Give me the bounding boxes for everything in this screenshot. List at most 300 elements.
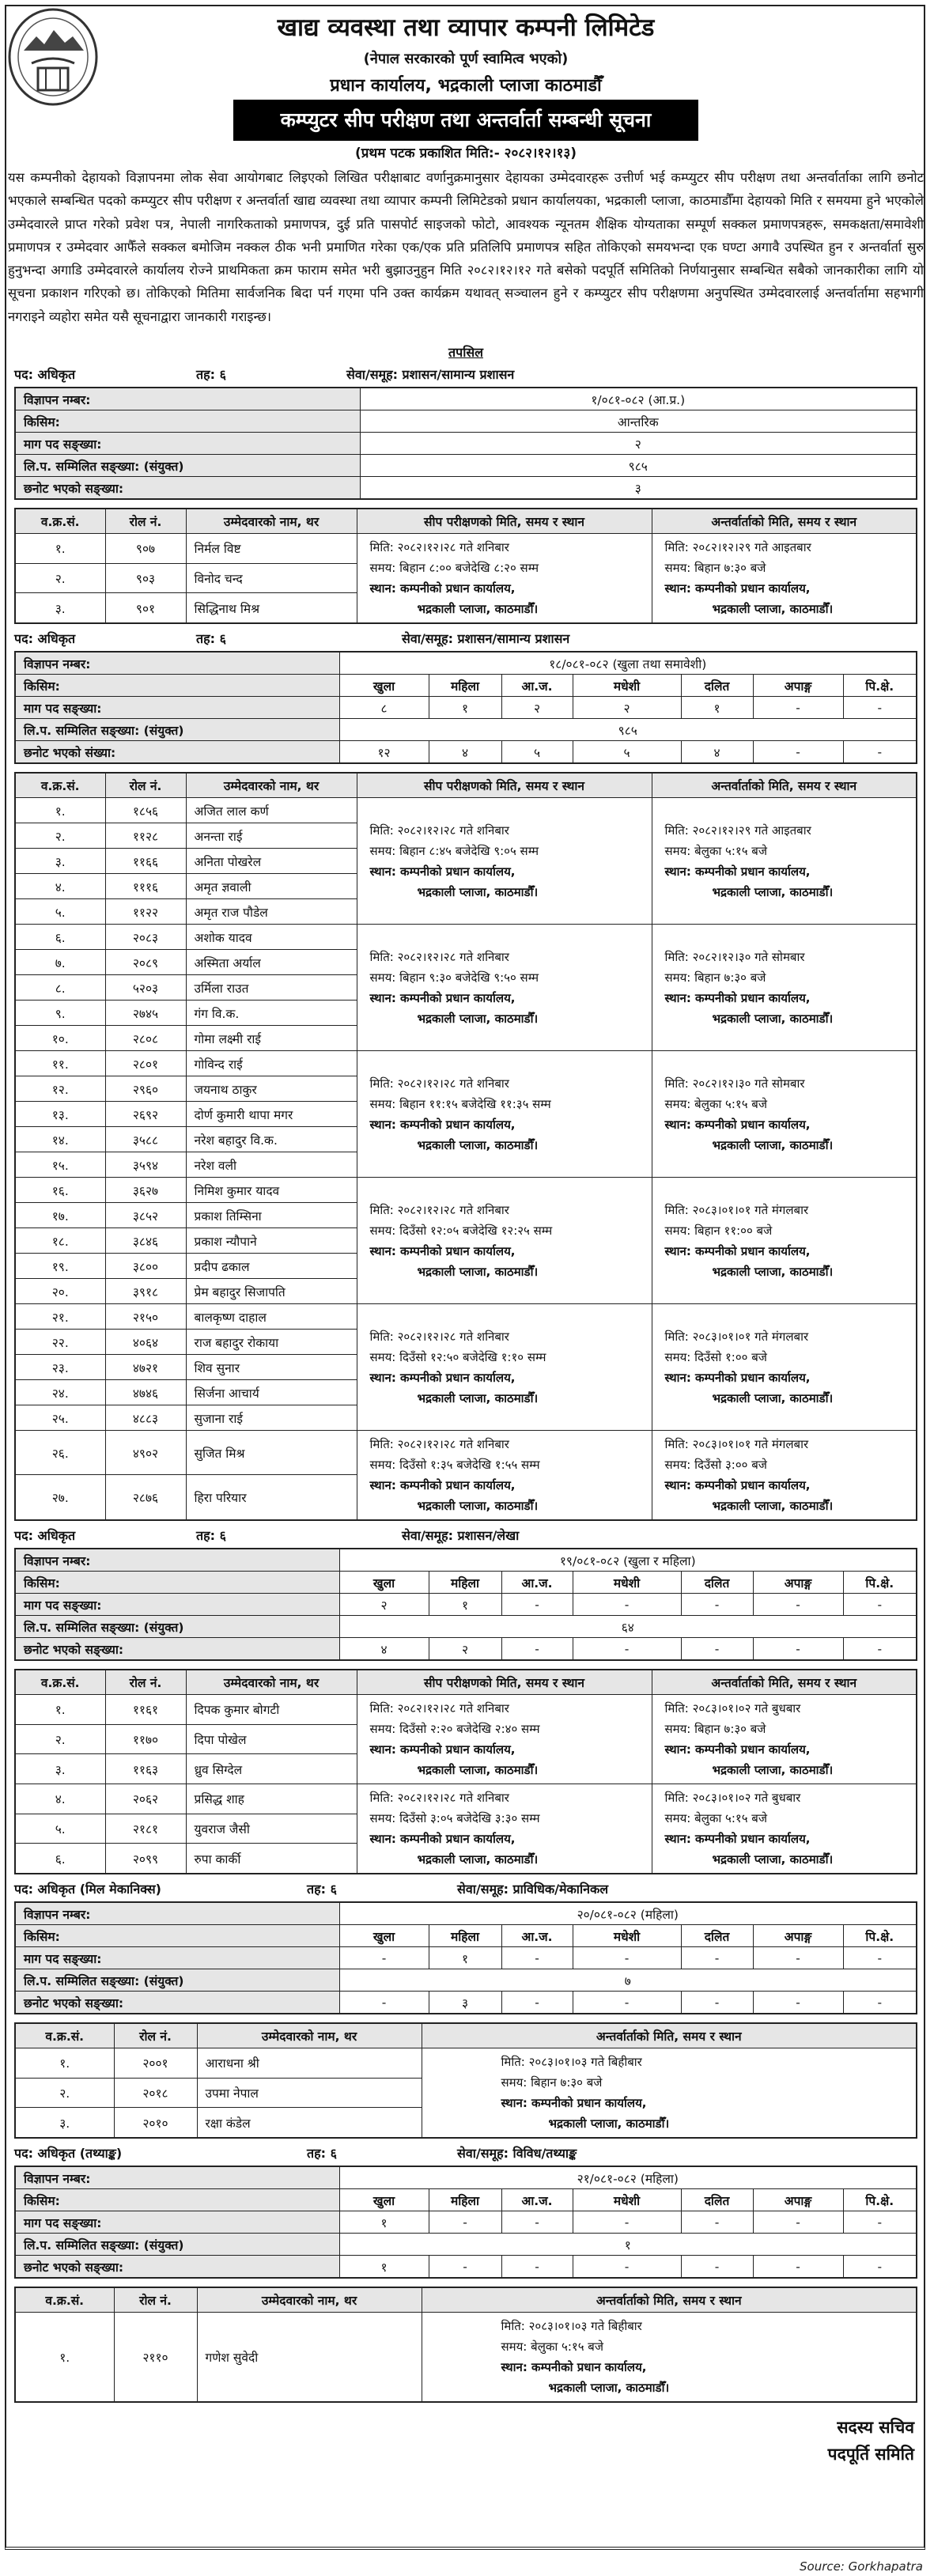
candidates-header-row (15, 2287, 917, 2313)
candidate-name: शिव सुनार (186, 1355, 357, 1380)
venue-line: भद्रकाली प्लाजा, काठमाडौँ। (712, 602, 834, 617)
candidate-name: नरेश वली (186, 1152, 357, 1178)
selected-count-value: ४ (681, 741, 753, 764)
column-header-name: उम्मेदवारको नाम, थर (186, 773, 357, 798)
info-row-selected-count (15, 1638, 917, 1661)
selected-count-value: - (573, 2256, 681, 2279)
demand-count-value: - (843, 697, 917, 719)
category-header: महिला (429, 1925, 501, 1947)
demand-count-value: २ (339, 1594, 429, 1616)
candidate-name: अनिता पोखरेल (186, 849, 357, 874)
selected-count-value: - (843, 741, 917, 764)
interview-schedule-line: मिति: २०८२।१२।३० गते सोमबार (664, 1076, 805, 1091)
column-header-sn: व.क्र.सं. (15, 773, 105, 798)
demand-count-value: १ (429, 697, 501, 719)
candidate-name: सिर्जना आचार्य (186, 1380, 357, 1405)
info-row-demand-count (15, 1594, 917, 1616)
written-exam-count-value: ९८५ (360, 455, 917, 477)
category-header: महिला (429, 675, 501, 697)
selected-count-value: ३ (360, 477, 917, 500)
info-row-written-exam-count (15, 2234, 917, 2256)
serial-number: १. (15, 2048, 114, 2079)
info-row-written-exam-count (15, 455, 917, 477)
selected-count-value: ३ (429, 1992, 501, 2014)
venue-line: भद्रकाली प्लाजा, काठमाडौँ। (417, 1011, 539, 1026)
interview-schedule-line: समय: बेलुका ५:१५ बजे (664, 1096, 767, 1111)
candidate-name: उर्मिला राउत (186, 975, 357, 1001)
post-section (14, 363, 917, 624)
column-header-skill: सीप परीक्षणको मिति, समय र स्थान (357, 509, 652, 534)
venue-line: भद्रकाली प्लाजा, काठमाडौँ। (712, 1137, 834, 1152)
candidate-name: युवराज जैसी (186, 1814, 357, 1844)
interview-schedule-line: मिति: २०८२।१२।२९ गते आइतबार (664, 540, 811, 555)
candidate-name: सिद्धिनाथ मिश्र (186, 593, 357, 623)
venue-line: भद्रकाली प्लाजा, काठमाडौँ। (712, 1390, 834, 1405)
candidate-name: अस्मिता अर्याल (186, 950, 357, 975)
selected-count-value: १२ (339, 741, 429, 764)
interview-schedule-line: समय: बिहान ७:३० बजे (664, 561, 766, 576)
interview-schedule (652, 798, 917, 925)
serial-number: ३. (15, 2108, 114, 2138)
post-section (14, 2142, 917, 2403)
candidate-row (15, 2048, 917, 2079)
roll-number: २०८९ (105, 950, 186, 975)
serial-number: १. (15, 2313, 114, 2403)
serial-number: ३. (15, 1754, 105, 1784)
serial-number: १६. (15, 1178, 105, 1203)
column-header-roll: रोल नं. (105, 509, 186, 534)
serial-number: ४. (15, 874, 105, 899)
roll-number: २१५० (105, 1304, 186, 1330)
roll-number: ३५९४ (105, 1152, 186, 1178)
venue-line: भद्रकाली प्लाजा, काठमाडौँ। (417, 1264, 539, 1279)
ad-number-label: विज्ञापन नम्बर: (15, 1549, 339, 1572)
roll-number: ३८४६ (105, 1228, 186, 1254)
serial-number: २३. (15, 1355, 105, 1380)
candidates-table (14, 508, 917, 624)
candidate-name: निमिश कुमार यादव (186, 1178, 357, 1203)
skill-test-schedule (357, 1784, 652, 1874)
candidate-name: दोर्ण कुमारी थापा मगर (186, 1102, 357, 1127)
roll-number: २८०१ (105, 1051, 186, 1076)
serial-number: २०. (15, 1279, 105, 1304)
venue-line: स्थान: कम्पनीको प्रधान कार्यालय, (369, 1742, 516, 1757)
selected-count-value: - (501, 1992, 573, 2014)
skill-test-schedule-line: मिति: २०८२।१२।२८ गते शनिबार (369, 949, 509, 964)
skill-test-schedule (357, 1178, 652, 1304)
ad-number-value: १/०८१-०८२ (आ.प्र.) (360, 388, 917, 410)
demand-count-value: १ (681, 697, 753, 719)
roll-number: २०१८ (114, 2078, 197, 2108)
category-header: आ.ज. (501, 675, 573, 697)
post-level: तह: ६ (307, 2146, 337, 2162)
candidate-name: अनन्ता राई (186, 823, 357, 849)
sections (14, 363, 917, 2403)
post-section (14, 1524, 917, 1874)
column-header-name: उम्मेदवारको नाम, थर (186, 509, 357, 534)
candidate-name: सुजित मिश्र (186, 1431, 357, 1475)
vacancy-info-table (14, 651, 917, 764)
interview-schedule-line: मिति: २०८३।०१।०२ गते बुधबार (664, 1701, 801, 1716)
ad-number-value: १८/०८१-०८२ (खुला तथा समावेशी) (339, 652, 917, 675)
demand-count-value: - (501, 2211, 573, 2234)
skill-test-schedule-line: समय: दिउँसो ३:०५ बजेदेखि ३:३० सम्म (369, 1811, 540, 1826)
interview-schedule (652, 1695, 917, 1784)
venue-line: स्थान: कम्पनीको प्रधान कार्यालय, (369, 990, 516, 1005)
info-row-demand-count (15, 697, 917, 719)
selected-count-value: ५ (501, 741, 573, 764)
info-row-demand-count (15, 1947, 917, 1969)
serial-number: ३. (15, 593, 105, 623)
roll-number: १११६ (105, 874, 186, 899)
venue-line: भद्रकाली प्लाजा, काठमाडौँ। (417, 1137, 539, 1152)
serial-number: २२. (15, 1330, 105, 1355)
selected-count-value: - (681, 1992, 753, 2014)
demand-count-value: - (843, 1947, 917, 1969)
info-row-selected-count (15, 2256, 917, 2279)
column-header-name: उम्मेदवारको नाम, थर (197, 2023, 422, 2048)
interview-schedule-line: समय: बिहान ७:३० बजे (664, 1722, 766, 1737)
skill-test-schedule-line: मिति: २०८२।१२।२८ गते शनिबार (369, 1076, 509, 1091)
roll-number: ५२०३ (105, 975, 186, 1001)
roll-number: २११० (114, 2313, 197, 2403)
selected-count-value: - (843, 2256, 917, 2279)
venue-line: स्थान: कम्पनीको प्रधान कार्यालय, (664, 1117, 811, 1132)
category-header: मधेशी (573, 2189, 681, 2211)
selected-count-value: - (753, 2256, 843, 2279)
candidate-row (15, 1784, 917, 1814)
demand-count-value: २ (360, 433, 917, 455)
venue-line: भद्रकाली प्लाजा, काठमाडौँ। (548, 2381, 670, 2396)
skill-test-schedule (357, 798, 652, 925)
venue-line: स्थान: कम्पनीको प्रधान कार्यालय, (664, 581, 811, 596)
interview-schedule-line: मिति: २०८२।१२।२९ गते आइतबार (664, 823, 811, 838)
info-row-ad-number (15, 652, 917, 675)
column-header-interview: अन्तर्वार्ताको मिति, समय र स्थान (422, 2023, 917, 2048)
selected-count-value: ५ (573, 741, 681, 764)
serial-number: ६. (15, 925, 105, 950)
roll-number: २६९२ (105, 1102, 186, 1127)
interview-schedule (652, 534, 917, 624)
candidate-row (15, 1304, 917, 1330)
source-credit: Source: Gorkhapatra (800, 2559, 923, 2574)
column-header-roll: रोल नं. (114, 2287, 197, 2313)
demand-count-value: - (753, 697, 843, 719)
skill-test-schedule-line: समय: बिहान ८:०० बजेदेखि ८:२० सम्म (369, 561, 539, 576)
venue-line: स्थान: कम्पनीको प्रधान कार्यालय, (664, 1370, 811, 1385)
candidate-name: सुजाना राई (186, 1405, 357, 1431)
serial-number: २५. (15, 1405, 105, 1431)
roll-number: २०१० (114, 2108, 197, 2138)
type-label: किसिम: (15, 1925, 339, 1947)
selected-count-value: ४ (429, 741, 501, 764)
serial-number: १९. (15, 1254, 105, 1279)
serial-number: ६. (15, 1844, 105, 1874)
venue-line: स्थान: कम्पनीको प्रधान कार्यालय, (664, 1832, 811, 1847)
selected-count-value: - (429, 2256, 501, 2279)
demand-count-value: - (681, 1594, 753, 1616)
candidate-name: अशोक यादव (186, 925, 357, 950)
column-header-roll: रोल नं. (114, 2023, 197, 2048)
candidates-table (14, 772, 917, 1521)
info-row-type (15, 675, 917, 697)
roll-number: २९६० (105, 1076, 186, 1102)
info-row-type (15, 1925, 917, 1947)
interview-schedule-line: समय: बिहान ७:३० बजे (501, 2075, 603, 2090)
serial-number: १३. (15, 1102, 105, 1127)
candidate-row (15, 798, 917, 823)
selected-count-value: १ (339, 2256, 429, 2279)
venue-line: भद्रकाली प्लाजा, काठमाडौँ। (712, 1499, 834, 1514)
candidate-name: विनोद चन्द (186, 563, 357, 593)
venue-line: स्थान: कम्पनीको प्रधान कार्यालय, (369, 1478, 516, 1493)
selected-count-value: - (681, 2256, 753, 2279)
serial-number: ११. (15, 1051, 105, 1076)
candidate-name: गंग वि.क. (186, 1001, 357, 1026)
interview-schedule-line: मिति: २०८३।०१।०१ गते मंगलबार (664, 1329, 809, 1344)
roll-number: ४७२१ (105, 1355, 186, 1380)
roll-number: ११६१ (105, 1695, 186, 1725)
skill-test-schedule (357, 1051, 652, 1178)
selected-count-value: - (339, 1992, 429, 2014)
selected-count-label: छनोट भएको संख्या: (15, 741, 339, 764)
demand-count-value: - (681, 1947, 753, 1969)
roll-number: २०८३ (105, 925, 186, 950)
category-header: पि.क्षे. (843, 2189, 917, 2211)
company-name: खाद्य व्यवस्था तथा व्यापार कम्पनी लिमिटेड (277, 13, 655, 42)
column-header-roll: रोल नं. (105, 1670, 186, 1695)
skill-test-schedule-line: मिति: २०८२।१२।२८ गते शनिबार (369, 823, 509, 838)
vacancy-info-table (14, 387, 917, 500)
demand-count-label: माग पद सङ्ख्या: (15, 697, 339, 719)
interview-schedule-line: मिति: २०८३।०१।०३ गते बिहीबार (501, 2055, 642, 2070)
candidate-row (15, 1695, 917, 1725)
candidate-row (15, 534, 917, 564)
category-header: अपाङ्ग (753, 675, 843, 697)
skill-test-schedule (357, 1304, 652, 1431)
candidate-name: दिपा पोखेल (186, 1724, 357, 1754)
serial-number: ७. (15, 950, 105, 975)
serial-number: १. (15, 534, 105, 564)
vacancy-info-table (14, 1901, 917, 2014)
demand-count-label: माग पद सङ्ख्या: (15, 433, 360, 455)
category-header: दलित (681, 675, 753, 697)
roll-number: २८०८ (105, 1026, 186, 1051)
interview-schedule-line: समय: बेलुका ५:१५ बजे (501, 2340, 603, 2355)
interview-schedule-line: समय: बेलुका ५:१५ बजे (664, 843, 767, 858)
serial-number: १५. (15, 1152, 105, 1178)
venue-line: स्थान: कम्पनीको प्रधान कार्यालय, (369, 1117, 516, 1132)
info-row-demand-count (15, 2211, 917, 2234)
venue-line: भद्रकाली प्लाजा, काठमाडौँ। (712, 884, 834, 899)
venue-line: भद्रकाली प्लाजा, काठमाडौँ। (712, 1011, 834, 1026)
demand-count-value: - (339, 1947, 429, 1969)
candidate-row (15, 925, 917, 950)
published-date: (प्रथम पटक प्रकाशित मिति:- २०८२।१२।१३) (354, 146, 577, 161)
notice-title: कम्प्युटर सीप परीक्षण तथा अन्तर्वार्ता सम्बन्धी सूचना (233, 100, 698, 141)
roll-number: ११६३ (105, 1754, 186, 1784)
type-value: आन्तरिक (360, 410, 917, 433)
written-exam-count-label: लि.प. सम्मिलित सङ्ख्या: (संयुक्त) (15, 2234, 339, 2256)
demand-count-value: - (429, 2211, 501, 2234)
type-label: किसिम: (15, 675, 339, 697)
post-service: सेवा/समूह: प्रशासन/लेखा (402, 1528, 520, 1544)
office-address: प्रधान कार्यालय, भद्रकाली प्लाजा काठमाडौँ (330, 76, 602, 96)
signature-block (14, 2414, 917, 2468)
venue-line: भद्रकाली प्लाजा, काठमाडौँ। (712, 1763, 834, 1778)
serial-number: ५. (15, 1814, 105, 1844)
candidate-name: प्रकाश तिम्सिना (186, 1203, 357, 1228)
column-header-interview: अन्तर्वार्ताको मिति, समय र स्थान (422, 2287, 917, 2313)
post-title: पद: अधिकृत (14, 631, 76, 647)
column-header-sn: व.क्र.सं. (15, 509, 105, 534)
signatory-title: सदस्य सचिव (837, 2418, 914, 2438)
post-service: सेवा/समूह: प्राविधिक/मेकानिकल (457, 1882, 609, 1897)
venue-line: स्थान: कम्पनीको प्रधान कार्यालय, (664, 1742, 811, 1757)
serial-number: २१. (15, 1304, 105, 1330)
candidate-row (15, 1178, 917, 1203)
selected-count-value: - (681, 1638, 753, 1661)
roll-number: ४७४६ (105, 1380, 186, 1405)
interview-schedule (652, 1431, 917, 1521)
demand-count-value: - (501, 1594, 573, 1616)
ad-number-value: १९/०८१-०८२ (खुला र महिला) (339, 1549, 917, 1572)
serial-number: २. (15, 563, 105, 593)
skill-test-schedule-line: मिति: २०८२।१२।२८ गते शनिबार (369, 1791, 509, 1806)
category-header: मधेशी (573, 1572, 681, 1594)
venue-line: स्थान: कम्पनीको प्रधान कार्यालय, (664, 990, 811, 1005)
column-header-sn: व.क्र.सं. (15, 2287, 114, 2313)
selected-count-value: - (843, 1992, 917, 2014)
candidates-table (14, 2287, 917, 2403)
category-header: खुला (339, 675, 429, 697)
skill-test-schedule (357, 1431, 652, 1521)
skill-test-schedule-line: मिति: २०८२।१२।२८ गते शनिबार (369, 1202, 509, 1217)
written-exam-count-value: १ (339, 2234, 917, 2256)
column-header-name: उम्मेदवारको नाम, थर (186, 1670, 357, 1695)
demand-count-value: - (843, 1594, 917, 1616)
demand-count-value: ८ (339, 697, 429, 719)
written-exam-count-value: ९८५ (339, 719, 917, 741)
post-line (14, 1878, 917, 1901)
skill-test-schedule-line: मिति: २०८२।१२।२८ गते शनिबार (369, 1437, 509, 1452)
type-label: किसिम: (15, 2189, 339, 2211)
roll-number: ९०७ (105, 534, 186, 564)
serial-number: १७. (15, 1203, 105, 1228)
column-header-name: उम्मेदवारको नाम, थर (197, 2287, 422, 2313)
post-service: सेवा/समूह: विविध/तथ्याङ्क (457, 2146, 577, 2162)
info-row-ad-number (15, 388, 917, 410)
roll-number: ९०३ (105, 563, 186, 593)
info-row-ad-number (15, 1902, 917, 1925)
venue-line: स्थान: कम्पनीको प्रधान कार्यालय, (664, 864, 811, 879)
selected-count-value: - (843, 1638, 917, 1661)
interview-schedule-line: समय: दिउँसो ३:०० बजे (664, 1458, 767, 1473)
column-header-interview: अन्तर्वार्ताको मिति, समय र स्थान (652, 773, 917, 798)
interview-schedule (652, 1178, 917, 1304)
serial-number: ९. (15, 1001, 105, 1026)
demand-count-label: माग पद सङ्ख्या: (15, 1594, 339, 1616)
interview-schedule-line: समय: बिहान ११:०० बजे (664, 1223, 773, 1238)
roll-number: ३६२७ (105, 1178, 186, 1203)
demand-count-value: १ (429, 1947, 501, 1969)
column-header-sn: व.क्र.सं. (15, 2023, 114, 2048)
demand-count-value: - (753, 1594, 843, 1616)
post-title: पद: अधिकृत (14, 367, 76, 383)
selected-count-label: छनोट भएको सङ्ख्या: (15, 1992, 339, 2014)
demand-count-value: २ (501, 697, 573, 719)
post-level: तह: ६ (307, 1882, 337, 1897)
candidates-header-row (15, 509, 917, 534)
venue-line: भद्रकाली प्लाजा, काठमाडौँ। (712, 1264, 834, 1279)
demand-count-value: - (753, 1947, 843, 1969)
selected-count-value: - (501, 2256, 573, 2279)
notice-header (14, 9, 917, 166)
candidate-name: आराधना श्री (197, 2048, 422, 2079)
post-title: पद: अधिकृत (मिल मेकानिक्स) (14, 1882, 161, 1897)
venue-line: स्थान: कम्पनीको प्रधान कार्यालय, (369, 864, 516, 879)
post-level: तह: ६ (196, 1528, 226, 1544)
post-service: सेवा/समूह: प्रशासन/सामान्य प्रशासन (346, 367, 515, 383)
category-header: आ.ज. (501, 1925, 573, 1947)
category-header: खुला (339, 2189, 429, 2211)
ad-number-value: २०/०८१-०८२ (महिला) (339, 1902, 917, 1925)
candidate-name: ध्रुव सिग्देल (186, 1754, 357, 1784)
venue-line: स्थान: कम्पनीको प्रधान कार्यालय, (369, 1370, 516, 1385)
serial-number: २४. (15, 1380, 105, 1405)
candidates-header-row (15, 1670, 917, 1695)
info-row-type (15, 1572, 917, 1594)
interview-schedule (652, 1051, 917, 1178)
category-header: महिला (429, 1572, 501, 1594)
roll-number: २८७६ (105, 1475, 186, 1520)
ad-number-label: विज्ञापन नम्बर: (15, 2166, 339, 2189)
candidate-name: प्रकाश न्यौपाने (186, 1228, 357, 1254)
roll-number: ३८०० (105, 1254, 186, 1279)
candidate-name: उपमा नेपाल (197, 2078, 422, 2108)
skill-test-schedule-line: समय: बिहान ८:४५ बजेदेखि ९:०५ सम्म (369, 843, 539, 858)
serial-number: १४. (15, 1127, 105, 1152)
roll-number: ११२८ (105, 823, 186, 849)
info-row-selected-count (15, 741, 917, 764)
roll-number: ११६६ (105, 849, 186, 874)
serial-number: ५. (15, 899, 105, 925)
category-header: मधेशी (573, 1925, 681, 1947)
roll-number: ११७० (105, 1724, 186, 1754)
candidate-name: रक्षा कंडेल (197, 2108, 422, 2138)
selected-count-value: ४ (339, 1638, 429, 1661)
info-row-written-exam-count (15, 719, 917, 741)
category-header: दलित (681, 1925, 753, 1947)
serial-number: १८. (15, 1228, 105, 1254)
skill-test-schedule-line: समय: बिहान ११:१५ बजेदेखि ११:३५ सम्म (369, 1096, 551, 1111)
demand-count-value: - (573, 1947, 681, 1969)
demand-count-label: माग पद सङ्ख्या: (15, 1947, 339, 1969)
venue-line: भद्रकाली प्लाजा, काठमाडौँ। (417, 1499, 539, 1514)
roll-number: २७४५ (105, 1001, 186, 1026)
skill-test-schedule-line: मिति: २०८२।१२।२८ गते शनिबार (369, 1701, 509, 1716)
candidate-name: गोविन्द राई (186, 1051, 357, 1076)
candidate-name: प्रसिद्ध शाह (186, 1784, 357, 1814)
interview-schedule-line: मिति: २०८३।०१।०२ गते बुधबार (664, 1791, 801, 1806)
info-row-ad-number (15, 2166, 917, 2189)
candidate-name: निर्मल विष्ट (186, 534, 357, 564)
demand-count-value: - (501, 1947, 573, 1969)
candidate-row (15, 1431, 917, 1475)
category-header: मधेशी (573, 675, 681, 697)
venue-line: स्थान: कम्पनीको प्रधान कार्यालय, (369, 581, 516, 596)
demand-count-value: - (843, 2211, 917, 2234)
